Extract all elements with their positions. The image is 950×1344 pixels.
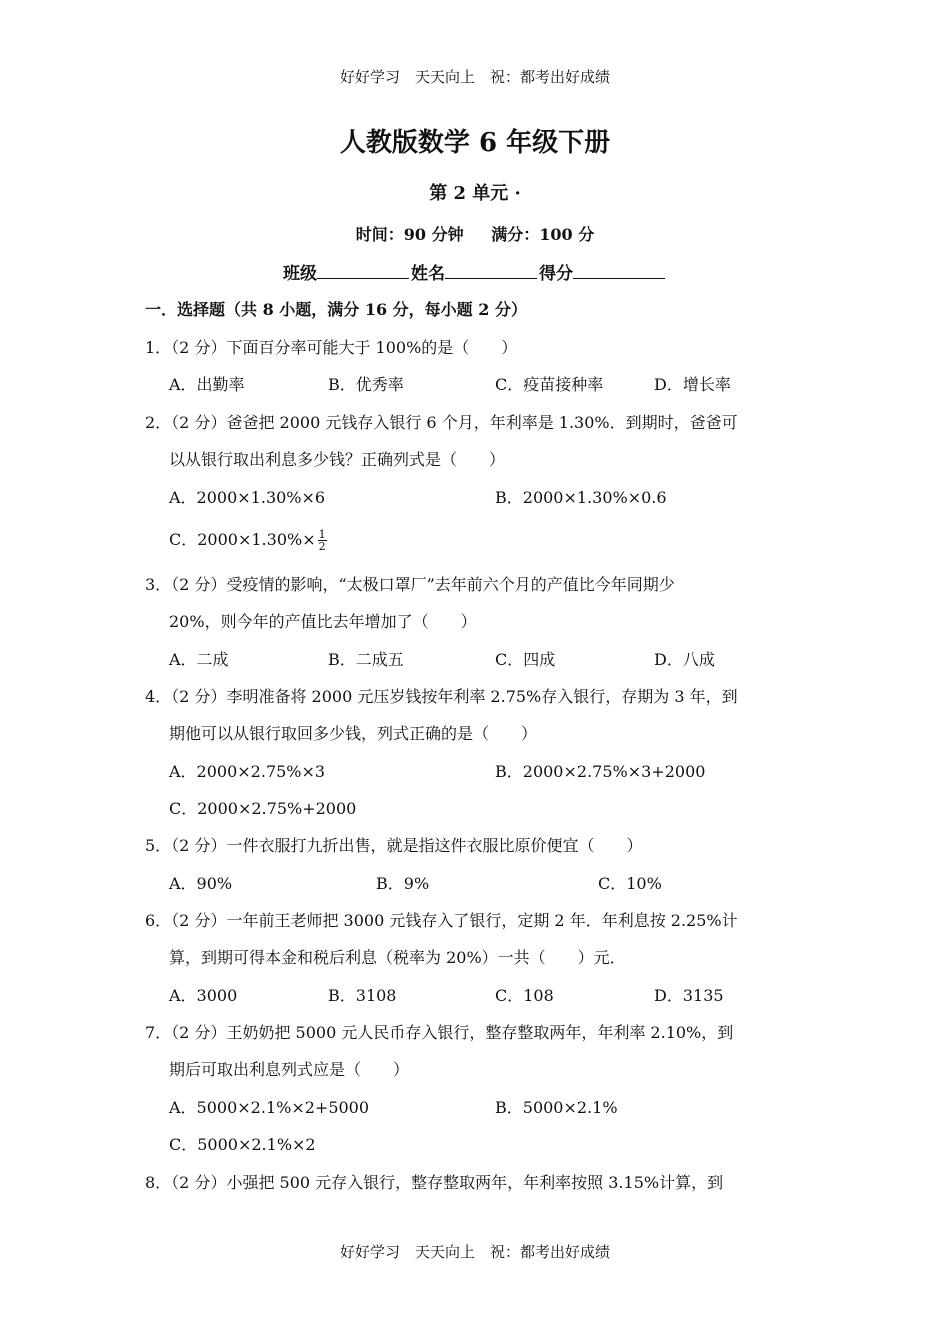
question-6-option-d: D．3135 — [654, 986, 724, 1005]
class-label: 班级 — [283, 264, 317, 284]
question-7-option-b: B．5000×2.1% — [495, 1098, 618, 1117]
exam-info — [0, 222, 950, 245]
score-label: 得分 — [539, 264, 573, 284]
question-6-option-b: B．3108 — [328, 986, 397, 1005]
question-6-option-a: A．3000 — [169, 986, 238, 1005]
question-1-option-a: A．出勤率 — [169, 375, 245, 394]
question-7-option-a: A．5000×2.1%×2+5000 — [169, 1098, 370, 1117]
page-footer: 好好学习 天天向上 祝：都考出好成绩 — [339, 1243, 610, 1261]
question-1-line-1: 1．（2 分）下面百分率可能大于 100%的是（ ） — [145, 338, 518, 357]
question-5-option-a: A．90% — [169, 874, 233, 893]
question-2-option-c — [169, 527, 327, 552]
question-4-line-2: 期他可以从银行取回多少钱，列式正确的是（ ） — [169, 724, 538, 743]
question-5-option-b: B．9% — [376, 874, 430, 893]
exam-full-score: 满分：100 分 — [491, 225, 595, 244]
student-info-line — [0, 259, 950, 284]
question-4-line-1: 4．（2 分）李明准备将 2000 元压岁钱按年利率 2.75%存入银行，存期为 3 年，到 — [145, 687, 738, 706]
question-4-option-c: C．2000×2.75%+2000 — [169, 799, 357, 818]
question-3-line-2: 20%，则今年的产值比去年增加了（ ） — [169, 612, 477, 631]
question-2-option-c-text: C．2000×1.30%× — [169, 530, 316, 549]
question-8-line-1: 8．（2 分）小强把 500 元存入银行，整存整取两年，年利率按照 3.15%计算，到 — [145, 1173, 724, 1192]
question-3-option-a: A．二成 — [169, 650, 229, 669]
question-7-line-1: 7．（2 分）王奶奶把 5000 元人民币存入银行，整存整取两年，年利率 2.10%，到 — [145, 1023, 734, 1042]
exam-time: 时间：90 分钟 — [355, 225, 464, 244]
question-3-option-b: B．二成五 — [328, 650, 404, 669]
question-1-option-d: D．增长率 — [654, 375, 731, 394]
question-4-option-a: A．2000×2.75%×3 — [169, 762, 326, 781]
fraction-one-half — [318, 529, 327, 552]
question-4-option-b: B．2000×2.75%×3+2000 — [495, 762, 706, 781]
question-6-line-2: 算，到期可得本金和税后利息（税率为 20%）一共（ ）元． — [169, 948, 626, 967]
question-5-option-c: C．10% — [598, 874, 662, 893]
question-3-line-1: 3．（2 分）受疫情的影响，“太极口罩厂”去年前六个月的产值比今年同期少 — [145, 575, 675, 594]
class-blank[interactable] — [317, 260, 409, 279]
section-heading: 一．选择题（共 8 小题，满分 16 分，每小题 2 分） — [145, 300, 527, 319]
fraction-numerator: 1 — [318, 528, 326, 541]
question-2-option-b: B．2000×1.30%×0.6 — [495, 488, 667, 507]
page-header: 好好学习 天天向上 祝：都考出好成绩 — [339, 68, 610, 86]
score-blank[interactable] — [573, 260, 665, 279]
question-3-option-d: D．八成 — [654, 650, 715, 669]
question-7-option-c: C．5000×2.1%×2 — [169, 1135, 316, 1154]
question-2-line-1: 2．（2 分）爸爸把 2000 元钱存入银行 6 个月，年利率是 1.30%．到期时，爸爸可 — [145, 413, 738, 432]
question-2-line-2: 以从银行取出利息多少钱？正确列式是（ ） — [169, 450, 506, 469]
name-blank[interactable] — [445, 260, 537, 279]
name-label: 姓名 — [411, 264, 445, 284]
question-7-line-2: 期后可取出利息列式应是（ ） — [169, 1060, 410, 1079]
question-1-option-c: C．疫苗接种率 — [495, 375, 604, 394]
question-6-line-1: 6．（2 分）一年前王老师把 3000 元钱存入了银行，定期 2 年．年利息按 2.25%计 — [145, 911, 738, 930]
question-2-option-a: A．2000×1.30%×6 — [169, 488, 326, 507]
question-1-option-b: B．优秀率 — [328, 375, 404, 394]
page-title: 人教版数学 6 年级下册 — [339, 128, 611, 158]
fraction-denominator: 2 — [318, 540, 326, 553]
unit-subtitle: 第 2 单元 · — [429, 183, 521, 204]
question-3-option-c: C．四成 — [495, 650, 556, 669]
question-5-line-1: 5．（2 分）一件衣服打九折出售，就是指这件衣服比原价便宜（ ） — [145, 836, 643, 855]
question-6-option-c: C．108 — [495, 986, 554, 1005]
